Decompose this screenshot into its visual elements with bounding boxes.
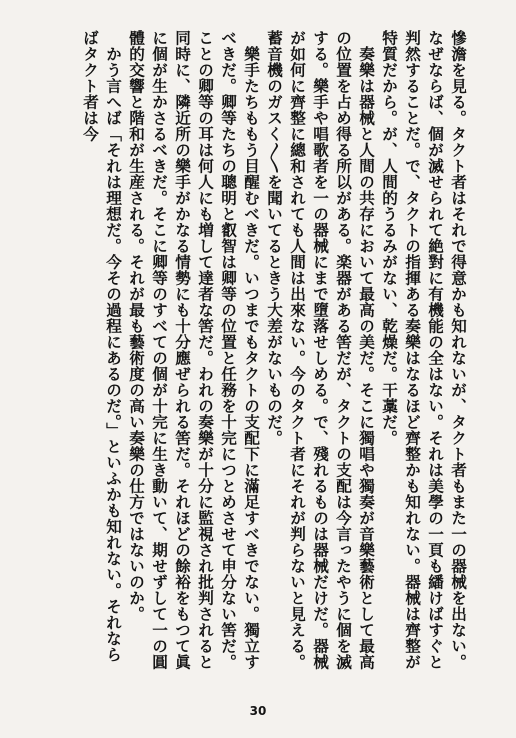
page-number: 30 [249,704,267,718]
paragraph-1: 慘澹を見る。タクト者はそれで得意かも知れないが、タクト者もまた一の器械を出ない。なぜならば、個が滅せられて絶對に有機能の全はない。それは美學の一頁も繙けばすぐと判然することだ。で、タクトの指揮ある奏樂はなるほど齊整かも知れない。器械は齊整が特質だから。が、人間的うるみがない、乾燥だ。干藁だ。 [380,30,468,670]
vertical-text-body [60,30,470,670]
paragraph-2: 奏樂は器械と人間の共存において最高の美だ。そこに獨唱や獨奏が音樂藝術として最高の位置を占め得る所以がある。楽器がある筈だが、タクトの支配は今言ったやうに個を滅する。樂手や唱歌者を一の器械にまで墮落せしめる。で、殘れるものは器械だけだ。器械が如何に齊整に總和されても人間は出來ない。今のタクト者にそれが判らないと見える。蓄音機のガスく〳〵を聞いてるときう大差がないものだ。 [265,30,376,670]
paragraph-4: かう言へば「それは理想だ。今その過程にあるのだ。」といふかも知れない。それならばタクト者は今 [81,30,123,662]
paragraph-3: 樂手たちももう目醒むべきだ。いつまでもタクトの支配下に滿足すべきでない。獨立すべきだ。卿等たちの聰明と叡智は卿等の位置と任務を十完につとめさせて申分ない筈だ。ことの卿等の耳は何人にも増して達者な筈だ。われの奏樂が十分に監視され批判されると同時に、隣近所の樂手がかなる情勢にも十分應ぜられる筈だ。それほどの餘裕をもつて眞に個が生かさるべきだ。そこに卿等のすべての個が十完に生き動いて、期せずして一の圓體的交響と階和が生産される。それが最も藝術度の高い奏樂の仕方ではないのか。 [127,30,261,670]
